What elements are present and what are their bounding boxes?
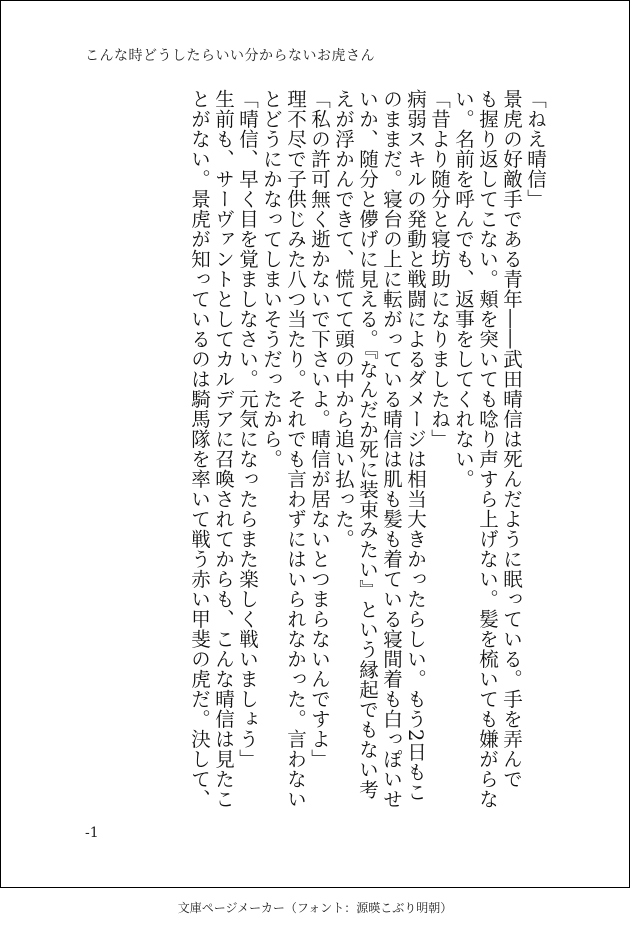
footer-credit: 文庫ページメーカー（フォント：源暎こぶり明朝）	[177, 901, 453, 915]
text-line: 生前も、サーヴァントとしてカルデアに召喚されてからも、こんな晴信は見たこ	[212, 89, 235, 809]
text-line: い。名前を呼んでも、返事をしてくれない。	[452, 89, 475, 489]
text-line: 「ねえ晴信」	[524, 89, 547, 209]
text-line: 「私の許可無く逝かないで下さいよ。晴信が居ないとつまらないんですよ」	[308, 89, 331, 769]
text-line: 景虎の好敵手である青年――武田晴信は死んだように眠っている。手を弄んで	[500, 89, 523, 789]
text-line: も握り返してこない。頬を突いても唸り声すら上げない。髪を梳いても嫌がらな	[476, 89, 499, 809]
text-line: のままだ。寝台の上に転がっている晴信は肌も髪も着ている寝間着も白っぽいせ	[380, 89, 403, 809]
page-number: -1	[85, 825, 99, 841]
running-header: こんな時どうしたらいい分からないお虎さん	[85, 48, 375, 64]
text-line: いか、随分と儚げに見える。『なんだか死に装束みたい』という縁起でもない考	[356, 89, 379, 800]
text-line: 病弱スキルの発動と戦闘によるダメージは相当大きかったらしい。もう2日もこ	[404, 89, 427, 802]
text-line: 「昔より随分と寝坊助になりましたね」	[428, 89, 451, 449]
body-text	[187, 89, 547, 809]
text-line: えが浮かんできて、慌てて頭の中から追い払った。	[332, 89, 355, 549]
text-line: とどうにかなってしまいそうだったから。	[260, 89, 283, 469]
text-line: 理不尽で子供じみた八つ当たり。それでも言わずにはいられなかった。言わない	[284, 89, 307, 809]
text-line: とがない。景虎が知っているのは騎馬隊を率いて戦う赤い甲斐の虎だ。決して、	[188, 89, 211, 809]
text-line: 「晴信、早く目を覚ましなさい。元気になったらまた楽しく戦いましょう」	[236, 89, 259, 769]
